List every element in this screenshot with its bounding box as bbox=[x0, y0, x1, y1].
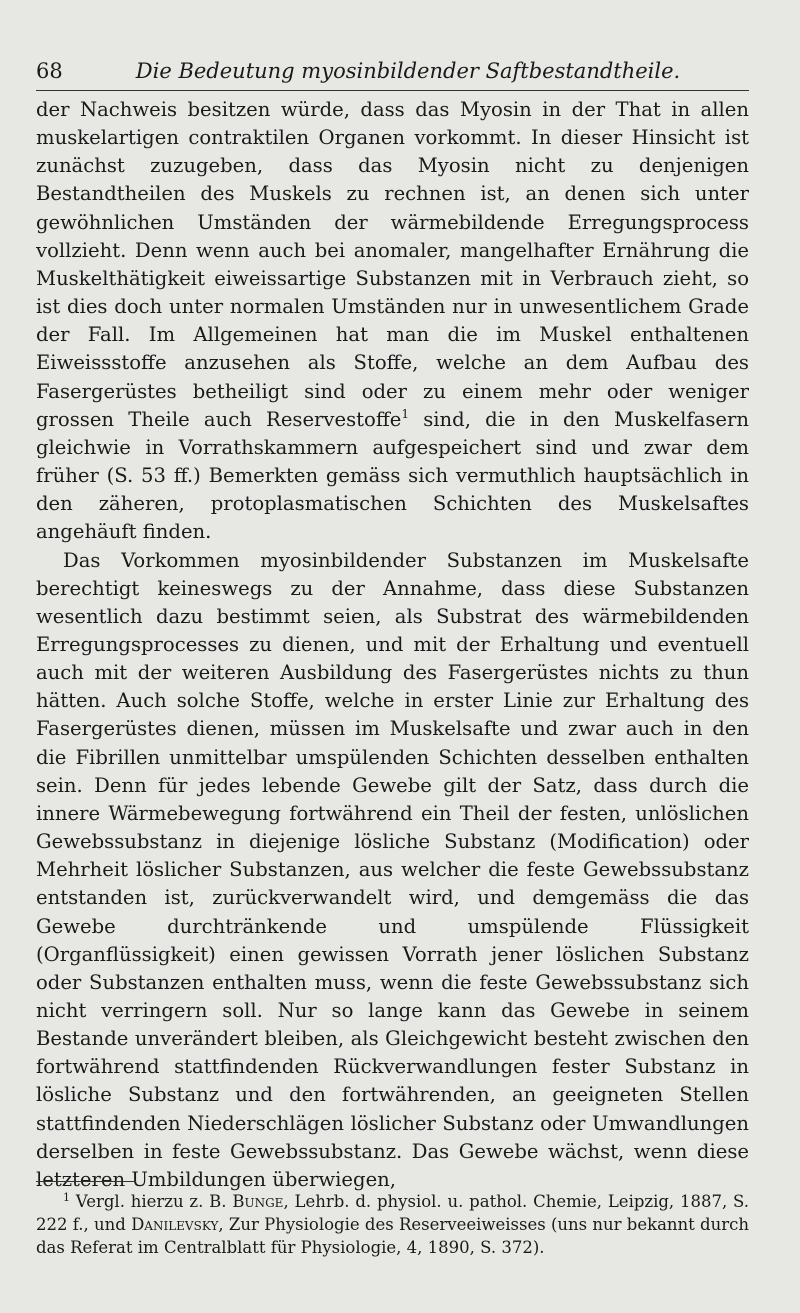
footnote-rule bbox=[36, 1181, 136, 1182]
footnote-reference: 1 bbox=[401, 406, 409, 421]
header-rule bbox=[36, 90, 749, 91]
body-text bbox=[36, 96, 749, 1194]
footnote bbox=[36, 1190, 749, 1259]
running-title: Die Bedeutung myosinbildender Saftbestandtheile. bbox=[135, 59, 681, 83]
footnote-text-2: , Lehrb. d. physiol. u. pathol. Chemie, Leipzig, 1887, S. 222 f., und bbox=[36, 1192, 749, 1234]
footnote-author-bunge: Bunge bbox=[232, 1192, 284, 1211]
page-header bbox=[36, 56, 744, 86]
paragraph-2: Das Vorkommen myosinbildender Substanzen im Muskelsafte berechtigt keineswegs zu der Annahme, dass diese Substanzen wesentlich dazu bestimmt seien, als Substrat des wärmebildenden Erregungsprocesses zu dienen, und mit der Erhaltung und eventuell auch mit der weiteren Ausbildung des Fasergerüstes nichts zu thun hätten. Auch solche Stoffe, welche in erster Linie zur Erhaltung des Fasergerüstes dienen, müssen im Muskelsafte und zwar auch in den die Fibrillen unmittelbar umspülenden Schichten desselben enthalten sein. Denn für jedes lebende Gewebe gilt der Satz, dass durch die innere Wärmebewegung fortwährend ein Theil der festen, unlöslichen Gewebssubstanz in diejenige lösliche Substanz (Modification) oder Mehrheit löslicher Substanzen, aus welcher die feste Gewebssubstanz entstanden ist, zurückverwandelt wird, und demgemäss die das Gewebe durchtränkende und umspülende Flüssigkeit (Organflüssigkeit) einen gewissen Vorrath jener löslichen Substanz oder Substanzen enthalten muss, wenn die feste Gewebssubstanz sich nicht verringern soll. Nur so lange kann das Gewebe in seinem Bestande unverändert bleiben, als Gleichgewicht besteht zwischen den fortwährend stattfindenden Rückverwandlungen fester Substanz in lösliche Substanz und den fortwährenden, an geeigneten Stellen stattfindenden Niederschlägen löslicher Substanz oder Umwandlungen derselben in feste Gewebssubstanz. Das Gewebe wächst, wenn diese letzteren Umbildungen überwiegen, bbox=[36, 548, 749, 1191]
paragraph-1 bbox=[36, 96, 749, 547]
footnote-author-danilevsky: Danilevsky bbox=[131, 1215, 219, 1234]
paragraph-1-text-a: der Nachweis besitzen würde, dass das Myosin in der That in allen muskelartigen contraktilen Organen vorkommt. In dieser Hinsicht ist zunächst zuzugeben, dass das Myosin nicht zu denjenigen Bestandtheilen des Muskels zu rechnen ist, an denen sich unter gewöhnlichen Umständen der wärmebildende Erregungsprocess vollzieht. Denn wenn auch bei anomaler, mangelhafter Ernährung die Muskelthätigkeit eiweissartige Substanzen mit in Verbrauch zieht, so ist dies doch unter normalen Umständen nur in unwesentlichem Grade der Fall. Im Allgemeinen hat man die im Muskel enthaltenen Eiweissstoffe anzusehen als Stoffe, welche an dem Aufbau des Fasergerüstes betheiligt sind oder zu einem mehr oder weniger grossen Theile auch Reservestoffe bbox=[36, 98, 749, 431]
footnote-text-1: Vergl. hierzu z. B. bbox=[70, 1192, 233, 1211]
page-number: 68 bbox=[36, 59, 63, 83]
footnote-text-3: , Zur Physiologie des Reserveeiweisses (uns nur bekannt durch das Referat im Centralblatt für Physiologie, 4, 1890, S. 372). bbox=[36, 1215, 749, 1257]
paragraph-1-text-b: sind, die in den Muskelfasern gleichwie in Vorrathskammern aufgespeichert sind und zwar dem früher (S. 53 ff.) Bemerkten gemäss sich vermuthlich hauptsächlich in den zäheren, protoplasmatischen Schichten des Muskelsaftes angehäuft finden. bbox=[36, 407, 749, 544]
footnote-mark: 1 bbox=[63, 1191, 70, 1204]
